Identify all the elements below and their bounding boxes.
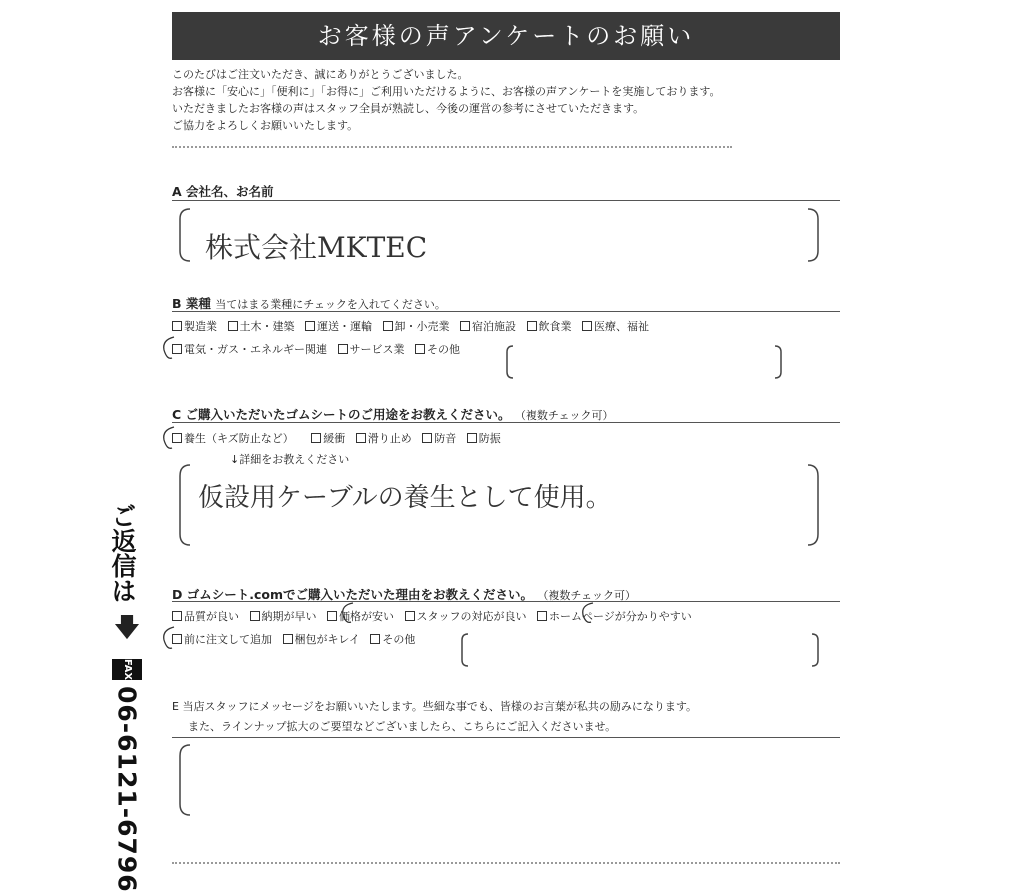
option-checkbox[interactable]: 防音 [422,432,456,445]
industry-row-1 [172,318,649,334]
section-e-line-1: E 当店スタッフにメッセージをお願いいたします。些細な事でも、皆様のお言葉が私共の励みになります。 [172,700,698,713]
section-b-sub: 当てはまる業種にチェックを入れてください。 [215,298,446,311]
reason-row-2 [172,631,415,647]
option-checkbox[interactable]: スタッフの対応が良い [405,610,527,623]
intro-text [172,66,720,134]
option-checkbox-checked[interactable]: 電気・ガス・エネルギー関連 [172,343,327,356]
usage-options [172,430,501,446]
section-e-line-2: また、ラインナップ拡大のご要望などございましたら、こちらにご記入くださいませ。 [188,720,617,733]
check-mark-icon [160,424,186,454]
option-checkbox[interactable]: 土木・建築 [228,320,295,333]
option-checkbox[interactable]: 滑り止め [356,432,412,445]
option-checkbox-checked[interactable]: ホームページが分かりやすい [537,610,692,623]
divider [172,311,840,312]
intro-line: このたびはご注文いただき、誠にありがとうございました。 [172,68,469,81]
usage-detail-answer[interactable]: 仮設用ケーブルの養生として使用。 [198,483,612,513]
section-c-title: C ご購入いただいたゴムシートのご用途をお教えください。 [172,407,511,422]
section-d-title: D ゴムシート.comでご購入いただいた理由をお教えください。 [172,587,533,602]
option-checkbox[interactable]: 品質が良い [172,610,239,623]
option-checkbox[interactable]: 梱包がキレイ [283,633,360,646]
section-c-sub: （複数チェック可） [514,409,614,422]
intro-line: ご協力をよろしくお願いいたします。 [172,119,359,132]
section-d-sub: （複数チェック可） [537,589,637,602]
option-checkbox[interactable]: 宿泊施設 [460,320,516,333]
option-checkbox[interactable]: その他 [370,633,415,646]
option-checkbox[interactable]: サービス業 [338,343,405,356]
option-checkbox[interactable]: 防振 [467,432,501,445]
option-checkbox-checked[interactable]: 養生（キズ防止など） [172,432,294,445]
option-checkbox[interactable]: 医療、福祉 [582,320,649,333]
divider [172,737,840,738]
message-bracket [178,742,218,818]
option-checkbox[interactable]: 運送・運輸 [305,320,372,333]
detail-label: ↓詳細をお教えください [230,453,350,466]
industry-row-2 [172,341,460,357]
check-mark-icon [160,624,186,654]
option-checkbox[interactable]: その他 [415,343,460,356]
divider [172,601,840,602]
fax-number[interactable]: 06-6121-6796 [112,686,142,893]
check-mark-icon [578,600,604,628]
option-checkbox[interactable]: 卸・小売業 [383,320,450,333]
section-a-heading: A 会社名、お名前 [172,184,274,199]
company-name-answer[interactable]: 株式会社MKTEC [205,231,428,264]
other-bracket [505,344,783,380]
divider [172,862,840,864]
divider [172,146,732,148]
option-checkbox-checked[interactable]: 前に注文して追加 [172,633,272,646]
fax-icon: FAX [112,659,142,680]
reply-sidebar [108,503,146,893]
intro-line: いただきましたお客様の声はスタッフ全員が熟読し、今後の運営の参考にさせていただきます。 [172,102,645,115]
option-checkbox[interactable]: 納期が早い [250,610,317,623]
divider [172,422,840,423]
divider [172,200,840,201]
reply-label: ご返信は [108,503,137,603]
option-checkbox-checked[interactable]: 価格が安い [327,610,394,623]
option-checkbox[interactable]: 製造業 [172,320,217,333]
intro-line: お客様に「安心に」「便利に」「お得に」ご利用いただけるように、お客様の声アンケートを実施しております。 [172,85,721,98]
other-bracket [460,632,820,668]
section-b-title: B 業種 [172,296,211,311]
survey-title: お客様の声アンケートのお願い [172,12,840,60]
reason-row-1 [172,608,692,624]
section-c-heading [172,405,614,423]
option-checkbox[interactable]: 緩衝 [311,432,345,445]
check-mark-icon [338,600,364,628]
down-arrow-icon: 🡇 [113,613,141,643]
option-checkbox[interactable]: 飲食業 [527,320,572,333]
section-b-heading [172,294,446,312]
check-mark-icon [160,334,186,364]
